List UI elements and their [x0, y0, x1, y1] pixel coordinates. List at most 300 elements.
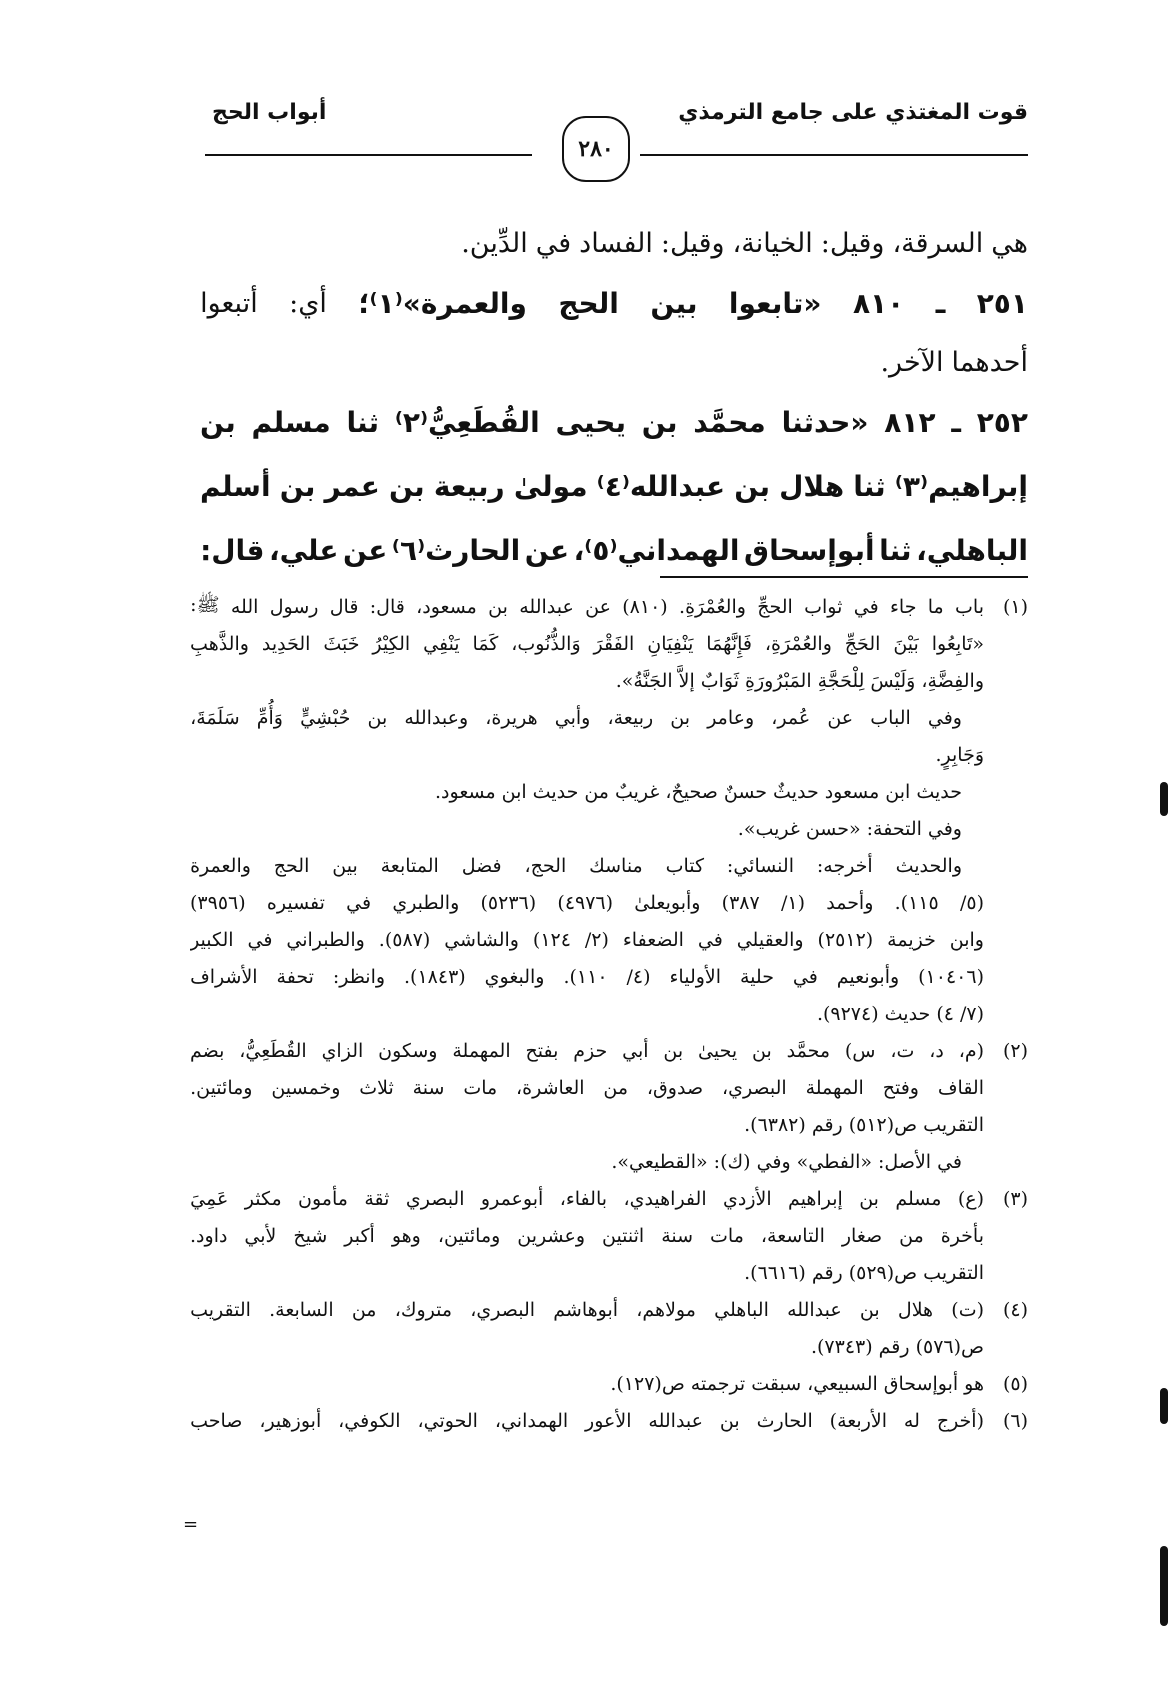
footnote-word: التقريب [923, 1113, 984, 1136]
footnote-word: والبغوي [484, 965, 545, 988]
footnote-word: جاء [889, 595, 917, 618]
footnote-word: والحديث [895, 854, 962, 877]
footnote-word: بن [367, 706, 388, 729]
footnote-word: أبي [622, 1039, 649, 1062]
footnote-word: صاحب [190, 1409, 243, 1432]
footnote-word: الحج، [524, 854, 567, 877]
footnote-line [190, 810, 1028, 847]
footnote-word: الهمداني، [494, 1409, 569, 1432]
footnote-word: «تَابِعُوا [931, 632, 984, 655]
footnote-line [190, 625, 1028, 662]
footnote-word: بفتح [525, 1039, 559, 1062]
footnote-word: والعُمْرَةِ. [679, 595, 746, 618]
footnote-word: غريبٌ [614, 780, 660, 803]
footnote-word: حديثٌ [773, 780, 819, 803]
footnote-word: يحيىٰ [698, 1039, 738, 1062]
word: أسلم [200, 469, 271, 503]
footnote-word: مكثر [244, 1187, 282, 1210]
footnote-word: عن [585, 595, 611, 618]
footnote-word: سنة [661, 1224, 694, 1247]
footnote-word: بضم [190, 1039, 225, 1062]
footnote-word: أكبر [344, 1224, 375, 1247]
footnote-word: وانظر: [332, 965, 386, 988]
word: الحارث⁽٦⁾ [391, 533, 521, 567]
footnote-word: الباب [870, 706, 911, 729]
footnote-word: وأبي [554, 706, 591, 729]
footnote-word: وَجَابِرٍ. [935, 743, 984, 766]
footnote-word: ت، [890, 1039, 915, 1062]
margin-tab-mark [1160, 1388, 1168, 1424]
footnote-word: كتاب [665, 854, 705, 877]
footnote-word: عبدالله [648, 1409, 703, 1432]
footnote-word: النسائي: [726, 854, 794, 877]
footnote-word: بالفاء، [559, 1187, 608, 1210]
footnote-word: (٧/ [959, 1002, 984, 1025]
text-line [200, 518, 1028, 582]
footnote-word: حسنٌ [723, 780, 768, 803]
footnote-word: ٤) [936, 1002, 954, 1025]
footnote-word: وعبدالله [404, 706, 469, 729]
footnote-word: ومائتين. [190, 1076, 253, 1099]
word: ٨١٢ [884, 405, 936, 439]
footnote-word: تفسيره [266, 891, 325, 914]
word: بن [388, 469, 425, 503]
footnote-word: بن [751, 1039, 772, 1062]
footnote-line [190, 1365, 1028, 1402]
footnote-word: بأخرة [940, 1224, 984, 1247]
book-title-header: قوت المغتذي على جامع الترمذي [678, 100, 1028, 125]
footnote-word: البصري [405, 1187, 465, 1210]
page-number-badge: ٢٨٠ [562, 116, 630, 182]
footnote-word: يَنْفِيَانِ [647, 632, 694, 655]
footnote-number: (٢) [1002, 1039, 1028, 1062]
footnote-line [190, 958, 1028, 995]
footnote-word: سنة [412, 1076, 445, 1099]
footnote-word: الحجِّ [757, 595, 793, 618]
footnote-line [190, 588, 1028, 625]
footnote-word: التقريب [190, 1298, 251, 1321]
footnote-word: قال: [369, 595, 405, 618]
footnote-word: (١٠٤٠٦) [918, 965, 984, 988]
footnote-word: في [853, 595, 879, 618]
footnote-word: عبدالله [519, 595, 574, 618]
footnote-word: «الفطي» [796, 1150, 873, 1173]
footnote-word: سَلَمَةَ، [190, 706, 240, 729]
footnote-word: ربيعة، [607, 706, 654, 729]
footnote-word: (٨١٠) [622, 595, 668, 618]
word: عبدالله⁽٤⁾ [596, 469, 726, 503]
footnote-word: مناسك [589, 854, 643, 877]
footnote-word: وخمسين [271, 1076, 341, 1099]
footnotes [190, 588, 1028, 1439]
footnote-word: والعقيلي [736, 928, 804, 951]
footnote-line [190, 662, 1028, 699]
footnote-word: ومائتين، [437, 1224, 501, 1247]
footnote-word: البصري، [721, 1076, 787, 1099]
word: عن [343, 533, 388, 567]
footnote-word: مات [710, 1224, 744, 1247]
footnote-word: التاسعة، [760, 1224, 825, 1247]
footnote-line [190, 736, 1028, 773]
footnote-word: والفِضَّةِ، [921, 669, 984, 692]
footnote-number: (٣) [1002, 1187, 1028, 1210]
footnote-word: ١١٠). [563, 965, 608, 988]
word: السرقة، [892, 228, 984, 259]
word: الباهلي، [916, 533, 1028, 567]
footnote-line [190, 1402, 1028, 1439]
word: ثنا [853, 469, 886, 503]
footnote-word: (ت) [951, 1298, 984, 1321]
text-line [200, 216, 1028, 271]
footnote-word: أبوهاشم [553, 1298, 619, 1321]
footnote-word: الحج [273, 854, 310, 877]
word: قال: [200, 533, 265, 567]
word: القُطَعِيُّ⁽٢⁾ [394, 405, 540, 439]
footnote-word: الحارث [756, 1409, 813, 1432]
footnote-word: من [603, 1076, 629, 1099]
footnote-line [190, 1328, 1028, 1365]
footnote-word: الأصل: [878, 1150, 932, 1173]
word: أحدهما [951, 347, 1028, 378]
footnote-word: هلال [897, 1298, 934, 1321]
word: أتبعوا [200, 287, 258, 319]
footnote-word: خزيمة [887, 928, 936, 951]
footnote-word: وابن [949, 928, 984, 951]
footnote-word: ص(١٢٧). [610, 1372, 685, 1395]
footnote-word: الجَنَّةُ». [615, 669, 673, 692]
footnote-word: (٢/ [584, 928, 609, 951]
footnote-word: (ك): [713, 1150, 751, 1173]
footnote-word: وَلَيْسَ [870, 669, 916, 692]
footnote-word: في [346, 891, 372, 914]
margin-tab-mark [1160, 1546, 1168, 1626]
footnote-line [190, 1032, 1028, 1069]
footnote-word: (١٨٤٣). [404, 965, 466, 988]
footnote-word: ترجمته [690, 1372, 746, 1395]
footnote-word: يَنْفِي [423, 632, 460, 655]
word: بين [650, 286, 698, 320]
footnote-word: الزاي [321, 1039, 364, 1062]
footnote-word: الضعفاء [622, 928, 684, 951]
word: ربيعة [433, 469, 505, 503]
footnote-word: ص(٥٧٦) [915, 1335, 984, 1358]
footnote-word: (١/ [780, 891, 805, 914]
word: يحيى [555, 405, 626, 439]
footnote-word: عن [827, 706, 854, 729]
footnote-word: في [247, 928, 273, 951]
footnote-number: (٥) [1002, 1372, 1028, 1395]
word: الهمداني⁽٥⁾، [573, 533, 740, 567]
footnote-word: الحَدِيد [261, 632, 311, 655]
footnote-word: الفراهيدي، [623, 1187, 707, 1210]
footnote-word: لِلْحَجَّةِ [817, 669, 865, 692]
footnote-word: لأبي [244, 1224, 277, 1247]
word: محمَّد [693, 405, 766, 439]
footnote-line [190, 1254, 1028, 1291]
footnote-line [190, 1217, 1028, 1254]
word: ـ [951, 405, 961, 439]
footnote-word: (٢٥١٢) [817, 928, 874, 951]
footnote-word: الأشراف [190, 965, 258, 988]
footnote-word: حزم [573, 1039, 608, 1062]
footnote-word: مات [463, 1076, 498, 1099]
word: الحج [558, 286, 619, 320]
footnote-word: أخرجه: [816, 854, 873, 877]
footnote-word: والطبري [392, 891, 460, 914]
footnote-word: ص(٥٢٩) [848, 1261, 918, 1284]
footnote-word: والعُمْرَةِ، [764, 632, 832, 655]
footnote-line [190, 921, 1028, 958]
footnote-line [190, 1291, 1028, 1328]
footnote-word: رقم [811, 1113, 843, 1136]
footnote-word: وعشرين [517, 1224, 585, 1247]
text-line [200, 454, 1028, 518]
footnote-word: ما [927, 595, 944, 618]
footnote-word: المهملة [805, 1076, 864, 1099]
word: مولىٰ [513, 469, 588, 503]
footnote-word: الكبير [190, 928, 234, 951]
footnote-word: وَأُمِّ [256, 706, 283, 729]
footnote-word: (٦٦١٦). [744, 1261, 806, 1284]
footnote-word: ثقة [364, 1187, 390, 1210]
word: في [535, 228, 572, 259]
footnote-word: مولاهم، [636, 1298, 696, 1321]
footnote-number: (٤) [1002, 1298, 1028, 1321]
footnote-word: وفي [927, 706, 962, 729]
footnote-word: ثَوَابٌ [700, 669, 740, 692]
footnote-word: صدوق، [646, 1076, 704, 1099]
footnote-word: ١١٥). [894, 891, 939, 914]
footnote-word: (٣٩٥٦) [190, 891, 246, 914]
footnote-word: الكِيْرُ [372, 632, 411, 655]
bottom-mark: = [183, 1514, 199, 1535]
footnote-word: باب [955, 595, 984, 618]
word: الفساد [579, 228, 653, 259]
text-line [200, 271, 1028, 335]
footnote-word: عبدالله [787, 1298, 842, 1321]
footnote-word: التحفة: [866, 817, 922, 840]
footnote-word: الفَقْرَ [593, 632, 635, 655]
footnote-word: إلاَّ [678, 669, 695, 692]
word: الخيانة، [732, 228, 813, 259]
footnote-word: في [697, 928, 723, 951]
word: ـ [935, 286, 946, 320]
footnote-word: وأبويعلىٰ [634, 891, 701, 914]
footnote-word: كَمَا [472, 632, 499, 655]
word: «حدثنا [781, 405, 869, 439]
footnote-word: (أخرج [936, 1409, 984, 1432]
footnote-word: والطبراني [286, 928, 365, 951]
word: بن [734, 469, 771, 503]
footnote-word: شيخ [293, 1224, 328, 1247]
footnote-word: (٩٢٧٤). [816, 1002, 879, 1025]
footnote-word: أبوزهير، [259, 1409, 322, 1432]
footnote-word: (ع) [957, 1187, 984, 1210]
footnote-word: المتابعة [380, 854, 439, 877]
footnote-word: العاشرة، [516, 1076, 585, 1099]
footnote-word: إبراهيم [788, 1187, 843, 1210]
footnote-word: بَيْنَ [893, 632, 919, 655]
footnote-word: الأزدي [723, 1187, 772, 1210]
footnote-word: وفتح [882, 1076, 919, 1099]
word: ٢٥١ [976, 286, 1028, 320]
footnote-word: الحَجِّ [844, 632, 881, 655]
footnote-word: الحوتي، [417, 1409, 478, 1432]
footnote-separator [660, 576, 1028, 578]
footnote-word: والذَّهبِ [190, 632, 249, 655]
footnote-word: الأعور [585, 1409, 632, 1432]
footnote-word: من [899, 1224, 924, 1247]
word: وقيل: [660, 228, 725, 259]
word: «تابعوا [728, 286, 822, 320]
footnote-word: فضل [461, 854, 502, 877]
footnote-word: د، [929, 1039, 944, 1062]
footnote-word: التقريب [923, 1261, 984, 1284]
header-rule-right [640, 154, 1028, 156]
footnote-word: ١٢٤) [532, 928, 571, 951]
footnote-word: خَبَثَ [323, 632, 360, 655]
header-rule-left [205, 154, 532, 156]
word: عمر [324, 469, 380, 503]
word: هلال [779, 469, 845, 503]
footnote-word: مأمون [298, 1187, 348, 1210]
footnote-word: المَبْرُورَةِ [745, 669, 812, 692]
word: ٢٥٢ [976, 405, 1028, 439]
footnote-word: الله [230, 595, 259, 618]
footnote-word: وَالذُّنُوب، [511, 632, 581, 655]
footnote-word: بن [663, 1039, 684, 1062]
footnote-word: السابعة. [269, 1298, 334, 1321]
footnote-word: ابن [885, 780, 911, 803]
footnote-word: ٣٨٧) [721, 891, 760, 914]
footnote-line [190, 847, 1028, 884]
footnote-word: صحيحٌ، [665, 780, 718, 803]
footnote-word: (٤٩٧٦) [557, 891, 614, 914]
footnote-number: (١) [1002, 595, 1028, 618]
footnote-word: حُبْشِيٍّ [300, 706, 351, 729]
footnote-word: مسعود. [435, 780, 496, 803]
footnote-line [190, 1069, 1028, 1106]
footnote-word: صغار [841, 1224, 883, 1247]
word: الآخر. [880, 347, 944, 378]
word: ثنا [879, 533, 912, 567]
footnote-word: رقم [878, 1335, 910, 1358]
footnote-line [190, 884, 1028, 921]
footnote-word: حلية [739, 965, 774, 988]
footnote-word: غريب». [737, 817, 800, 840]
footnote-word: بن [859, 1298, 880, 1321]
footnote-word: بن [719, 1409, 740, 1432]
footnote-word: أبوعمرو [480, 1187, 544, 1210]
word: وقيل: [820, 228, 885, 259]
footnote-word: (٧٣٤٣). [810, 1335, 873, 1358]
footnote-word: ثلاث [359, 1076, 394, 1099]
footnote-word: وعامر [707, 706, 755, 729]
footnote-word: وهو [391, 1224, 421, 1247]
footnote-word: بن [670, 706, 691, 729]
footnote-line [190, 1143, 1028, 1180]
footnote-word: داود. [190, 1224, 228, 1247]
footnote-word: وفي [756, 1150, 791, 1173]
footnote-word: بن [859, 1187, 879, 1210]
word: أي: [289, 287, 327, 319]
footnote-word: «القطيعي». [611, 1150, 708, 1173]
footnote-word: وأبونعيم [836, 965, 900, 988]
footnote-word: عُمر، [771, 706, 811, 729]
footnote-word: والشاشي [444, 928, 519, 951]
footnote-word: بن [488, 595, 508, 618]
footnote-word: بين [332, 854, 358, 877]
word: هي [991, 228, 1028, 259]
footnote-word: ﷺ: [190, 593, 220, 616]
footnote-word: له [903, 1409, 920, 1432]
footnote-word: رقم [811, 1261, 843, 1284]
footnote-line [190, 1106, 1028, 1143]
footnote-word: «حسن [805, 817, 861, 840]
footnote-word: القاف [937, 1076, 984, 1099]
word: أبوإسحاق [744, 533, 875, 567]
footnote-word: قال [329, 595, 359, 618]
footnote-word: الأولياء [669, 965, 722, 988]
footnote-word: متروك، [394, 1298, 453, 1321]
footnote-word: (٥٨٧). [378, 928, 431, 951]
footnote-word: في [792, 965, 818, 988]
footnote-word: محمَّد [786, 1039, 831, 1062]
margin-tab-mark [1160, 782, 1168, 816]
footnote-word: تحفة [276, 965, 314, 988]
word: ثنا [346, 405, 380, 439]
text-line [200, 335, 1028, 390]
footnote-line [190, 699, 1028, 736]
word: ٨١٠ [852, 286, 905, 320]
footnote-word: السبيعي، [807, 1372, 878, 1395]
text-line [200, 390, 1028, 454]
footnote-word: فَإِنَّهُمَا [706, 632, 752, 655]
footnote-line [190, 995, 1028, 1032]
footnote-word: مسعود، [416, 595, 477, 618]
footnote-word: أبوإسحاق [883, 1372, 959, 1395]
footnote-word: وسكون [378, 1039, 438, 1062]
footnote-word: حديث [532, 780, 579, 803]
footnote-line [190, 773, 1028, 810]
footnote-line [190, 1180, 1028, 1217]
footnote-word: (٦٣٨٢). [744, 1113, 806, 1136]
footnote-word: (٥٢٣٦) [480, 891, 537, 914]
footnote-word: (٥/ [959, 891, 984, 914]
footnote-word: والعمرة [190, 854, 251, 877]
footnote-word: هو [964, 1372, 984, 1395]
footnote-word: مسلم [895, 1187, 942, 1210]
footnote-word: القُطَعِيُّ، [239, 1039, 307, 1062]
footnote-word: حديث [884, 1002, 931, 1025]
footnote-word: اثنتين [601, 1224, 645, 1247]
main-text [200, 216, 1028, 582]
footnote-word: (م، [958, 1039, 984, 1062]
footnote-word: في [937, 1150, 962, 1173]
footnote-word: مسعود [824, 780, 880, 803]
word: الدِّين. [461, 228, 528, 259]
word: عن [524, 533, 570, 567]
footnote-number: (٦) [1002, 1409, 1028, 1432]
footnote-word: من [584, 780, 609, 803]
footnote-word: وفي [927, 817, 962, 840]
word: بن [279, 469, 316, 503]
footnote-word: ثواب [804, 595, 843, 618]
footnote-word: س) [844, 1039, 876, 1062]
footnote-word: حديث [916, 780, 962, 803]
word: بن [641, 405, 678, 439]
word: علي، [268, 533, 339, 567]
